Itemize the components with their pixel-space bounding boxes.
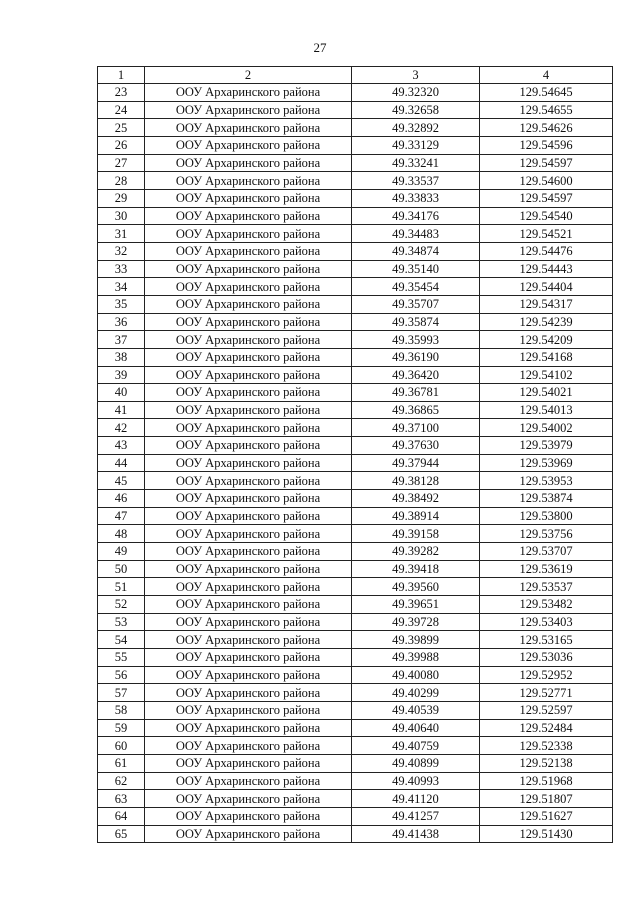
table-row: [98, 490, 613, 508]
latitude-cell: 49.39899: [352, 631, 480, 649]
latitude-cell: 49.35454: [352, 278, 480, 296]
table-row: [98, 754, 613, 772]
row-number-cell: 29: [98, 189, 145, 207]
row-number-cell: 44: [98, 454, 145, 472]
organization-cell: ООУ Архаринского района: [145, 401, 352, 419]
latitude-cell: 49.38914: [352, 507, 480, 525]
row-number-cell: 32: [98, 242, 145, 260]
latitude-cell: 49.41438: [352, 825, 480, 843]
organization-cell: ООУ Архаринского района: [145, 331, 352, 349]
longitude-cell: 129.54645: [480, 84, 613, 102]
longitude-cell: 129.54600: [480, 172, 613, 190]
latitude-cell: 49.32658: [352, 101, 480, 119]
longitude-cell: 129.54209: [480, 331, 613, 349]
longitude-cell: 129.52771: [480, 684, 613, 702]
header-col-2: 2: [145, 67, 352, 84]
row-number-cell: 48: [98, 525, 145, 543]
organization-cell: ООУ Архаринского района: [145, 560, 352, 578]
organization-cell: ООУ Архаринского района: [145, 101, 352, 119]
table-row: [98, 119, 613, 137]
row-number-cell: 42: [98, 419, 145, 437]
row-number-cell: 39: [98, 366, 145, 384]
longitude-cell: 129.53979: [480, 437, 613, 455]
organization-cell: ООУ Архаринского района: [145, 807, 352, 825]
longitude-cell: 129.53036: [480, 649, 613, 667]
row-number-cell: 37: [98, 331, 145, 349]
row-number-cell: 27: [98, 154, 145, 172]
row-number-cell: 65: [98, 825, 145, 843]
row-number-cell: 28: [98, 172, 145, 190]
latitude-cell: 49.33241: [352, 154, 480, 172]
organization-cell: ООУ Архаринского района: [145, 790, 352, 808]
organization-cell: ООУ Архаринского района: [145, 613, 352, 631]
row-number-cell: 40: [98, 384, 145, 402]
latitude-cell: 49.36190: [352, 348, 480, 366]
longitude-cell: 129.53619: [480, 560, 613, 578]
row-number-cell: 59: [98, 719, 145, 737]
latitude-cell: 49.33833: [352, 189, 480, 207]
latitude-cell: 49.40539: [352, 701, 480, 719]
row-number-cell: 26: [98, 136, 145, 154]
table-row: [98, 313, 613, 331]
longitude-cell: 129.52484: [480, 719, 613, 737]
longitude-cell: 129.54597: [480, 189, 613, 207]
organization-cell: ООУ Архаринского района: [145, 154, 352, 172]
table-row: [98, 401, 613, 419]
table-row: [98, 331, 613, 349]
row-number-cell: 61: [98, 754, 145, 772]
table-row: [98, 613, 613, 631]
organization-cell: ООУ Архаринского района: [145, 313, 352, 331]
latitude-cell: 49.39282: [352, 543, 480, 561]
table-row: [98, 366, 613, 384]
organization-cell: ООУ Архаринского района: [145, 525, 352, 543]
table-row: [98, 207, 613, 225]
row-number-cell: 51: [98, 578, 145, 596]
longitude-cell: 129.54597: [480, 154, 613, 172]
latitude-cell: 49.40899: [352, 754, 480, 772]
table-row: [98, 136, 613, 154]
longitude-cell: 129.53707: [480, 543, 613, 561]
row-number-cell: 56: [98, 666, 145, 684]
longitude-cell: 129.51430: [480, 825, 613, 843]
longitude-cell: 129.53482: [480, 596, 613, 614]
longitude-cell: 129.53953: [480, 472, 613, 490]
longitude-cell: 129.53165: [480, 631, 613, 649]
organization-cell: ООУ Архаринского района: [145, 454, 352, 472]
latitude-cell: 49.41257: [352, 807, 480, 825]
organization-cell: ООУ Архаринского района: [145, 172, 352, 190]
latitude-cell: 49.38128: [352, 472, 480, 490]
row-number-cell: 62: [98, 772, 145, 790]
organization-cell: ООУ Архаринского района: [145, 684, 352, 702]
table-row: [98, 543, 613, 561]
row-number-cell: 47: [98, 507, 145, 525]
table-body: [98, 84, 613, 843]
row-number-cell: 45: [98, 472, 145, 490]
latitude-cell: 49.35707: [352, 295, 480, 313]
table-row: [98, 525, 613, 543]
row-number-cell: 33: [98, 260, 145, 278]
organization-cell: ООУ Архаринского района: [145, 507, 352, 525]
table-row: [98, 384, 613, 402]
table-row: [98, 507, 613, 525]
longitude-cell: 129.54626: [480, 119, 613, 137]
table-row: [98, 260, 613, 278]
row-number-cell: 53: [98, 613, 145, 631]
organization-cell: ООУ Архаринского района: [145, 366, 352, 384]
table-row: [98, 701, 613, 719]
latitude-cell: 49.41120: [352, 790, 480, 808]
table-row: [98, 790, 613, 808]
latitude-cell: 49.39418: [352, 560, 480, 578]
latitude-cell: 49.39560: [352, 578, 480, 596]
table-row: [98, 154, 613, 172]
table-row: [98, 295, 613, 313]
header-col-1: 1: [98, 67, 145, 84]
longitude-cell: 129.53537: [480, 578, 613, 596]
latitude-cell: 49.39651: [352, 596, 480, 614]
table-row: [98, 825, 613, 843]
table-row: [98, 649, 613, 667]
table-row: [98, 772, 613, 790]
organization-cell: ООУ Архаринского района: [145, 754, 352, 772]
row-number-cell: 35: [98, 295, 145, 313]
organization-cell: ООУ Архаринского района: [145, 384, 352, 402]
table-row: [98, 737, 613, 755]
header-col-3: 3: [352, 67, 480, 84]
longitude-cell: 129.52338: [480, 737, 613, 755]
longitude-cell: 129.51807: [480, 790, 613, 808]
row-number-cell: 64: [98, 807, 145, 825]
row-number-cell: 55: [98, 649, 145, 667]
row-number-cell: 58: [98, 701, 145, 719]
latitude-cell: 49.35993: [352, 331, 480, 349]
row-number-cell: 41: [98, 401, 145, 419]
header-col-4: 4: [480, 67, 613, 84]
organization-cell: ООУ Архаринского района: [145, 419, 352, 437]
latitude-cell: 49.39158: [352, 525, 480, 543]
organization-cell: ООУ Архаринского района: [145, 666, 352, 684]
organization-cell: ООУ Архаринского района: [145, 84, 352, 102]
row-number-cell: 31: [98, 225, 145, 243]
organization-cell: ООУ Архаринского района: [145, 260, 352, 278]
latitude-cell: 49.40993: [352, 772, 480, 790]
latitude-cell: 49.40759: [352, 737, 480, 755]
table-row: [98, 189, 613, 207]
coordinates-table: [97, 66, 613, 843]
table-row: [98, 242, 613, 260]
table-row: [98, 348, 613, 366]
longitude-cell: 129.53969: [480, 454, 613, 472]
organization-cell: ООУ Архаринского района: [145, 825, 352, 843]
table-row: [98, 101, 613, 119]
latitude-cell: 49.39728: [352, 613, 480, 631]
longitude-cell: 129.52952: [480, 666, 613, 684]
latitude-cell: 49.32892: [352, 119, 480, 137]
organization-cell: ООУ Архаринского района: [145, 596, 352, 614]
latitude-cell: 49.37100: [352, 419, 480, 437]
organization-cell: ООУ Архаринского района: [145, 631, 352, 649]
longitude-cell: 129.54596: [480, 136, 613, 154]
latitude-cell: 49.39988: [352, 649, 480, 667]
organization-cell: ООУ Архаринского района: [145, 295, 352, 313]
organization-cell: ООУ Архаринского района: [145, 719, 352, 737]
table-row: [98, 596, 613, 614]
table-row: [98, 419, 613, 437]
row-number-cell: 50: [98, 560, 145, 578]
row-number-cell: 57: [98, 684, 145, 702]
table-row: [98, 225, 613, 243]
latitude-cell: 49.40080: [352, 666, 480, 684]
organization-cell: ООУ Архаринского района: [145, 119, 352, 137]
row-number-cell: 60: [98, 737, 145, 755]
organization-cell: ООУ Архаринского района: [145, 437, 352, 455]
longitude-cell: 129.51627: [480, 807, 613, 825]
latitude-cell: 49.40299: [352, 684, 480, 702]
longitude-cell: 129.54540: [480, 207, 613, 225]
longitude-cell: 129.54317: [480, 295, 613, 313]
organization-cell: ООУ Архаринского района: [145, 772, 352, 790]
table-row: [98, 278, 613, 296]
latitude-cell: 49.36781: [352, 384, 480, 402]
table-row: [98, 807, 613, 825]
longitude-cell: 129.54013: [480, 401, 613, 419]
longitude-cell: 129.54102: [480, 366, 613, 384]
organization-cell: ООУ Архаринского района: [145, 278, 352, 296]
row-number-cell: 25: [98, 119, 145, 137]
table-row: [98, 631, 613, 649]
organization-cell: ООУ Архаринского района: [145, 578, 352, 596]
table-row: [98, 666, 613, 684]
latitude-cell: 49.36865: [352, 401, 480, 419]
row-number-cell: 38: [98, 348, 145, 366]
organization-cell: ООУ Архаринского района: [145, 737, 352, 755]
organization-cell: ООУ Архаринского района: [145, 701, 352, 719]
organization-cell: ООУ Архаринского района: [145, 207, 352, 225]
organization-cell: ООУ Архаринского района: [145, 225, 352, 243]
latitude-cell: 49.40640: [352, 719, 480, 737]
latitude-cell: 49.38492: [352, 490, 480, 508]
latitude-cell: 49.34176: [352, 207, 480, 225]
longitude-cell: 129.54404: [480, 278, 613, 296]
row-number-cell: 49: [98, 543, 145, 561]
longitude-cell: 129.54002: [480, 419, 613, 437]
table-row: [98, 719, 613, 737]
longitude-cell: 129.53874: [480, 490, 613, 508]
table-row: [98, 560, 613, 578]
longitude-cell: 129.54476: [480, 242, 613, 260]
latitude-cell: 49.33129: [352, 136, 480, 154]
organization-cell: ООУ Архаринского района: [145, 472, 352, 490]
row-number-cell: 52: [98, 596, 145, 614]
longitude-cell: 129.53800: [480, 507, 613, 525]
latitude-cell: 49.37944: [352, 454, 480, 472]
latitude-cell: 49.35140: [352, 260, 480, 278]
longitude-cell: 129.54239: [480, 313, 613, 331]
organization-cell: ООУ Архаринского района: [145, 490, 352, 508]
row-number-cell: 46: [98, 490, 145, 508]
table-row: [98, 684, 613, 702]
table-row: [98, 84, 613, 102]
table-row: [98, 437, 613, 455]
longitude-cell: 129.52597: [480, 701, 613, 719]
row-number-cell: 30: [98, 207, 145, 225]
latitude-cell: 49.35874: [352, 313, 480, 331]
row-number-cell: 43: [98, 437, 145, 455]
table-row: [98, 172, 613, 190]
table-header-row: [98, 67, 613, 84]
row-number-cell: 54: [98, 631, 145, 649]
row-number-cell: 23: [98, 84, 145, 102]
table-row: [98, 454, 613, 472]
row-number-cell: 63: [98, 790, 145, 808]
latitude-cell: 49.34874: [352, 242, 480, 260]
organization-cell: ООУ Архаринского района: [145, 543, 352, 561]
table-row: [98, 472, 613, 490]
longitude-cell: 129.54021: [480, 384, 613, 402]
organization-cell: ООУ Архаринского района: [145, 348, 352, 366]
latitude-cell: 49.32320: [352, 84, 480, 102]
longitude-cell: 129.54168: [480, 348, 613, 366]
organization-cell: ООУ Архаринского района: [145, 242, 352, 260]
row-number-cell: 36: [98, 313, 145, 331]
latitude-cell: 49.34483: [352, 225, 480, 243]
longitude-cell: 129.54443: [480, 260, 613, 278]
organization-cell: ООУ Архаринского района: [145, 189, 352, 207]
latitude-cell: 49.37630: [352, 437, 480, 455]
longitude-cell: 129.53403: [480, 613, 613, 631]
longitude-cell: 129.54521: [480, 225, 613, 243]
table-row: [98, 578, 613, 596]
page-number: 27: [313, 40, 327, 55]
longitude-cell: 129.53756: [480, 525, 613, 543]
latitude-cell: 49.33537: [352, 172, 480, 190]
longitude-cell: 129.52138: [480, 754, 613, 772]
longitude-cell: 129.51968: [480, 772, 613, 790]
longitude-cell: 129.54655: [480, 101, 613, 119]
organization-cell: ООУ Архаринского района: [145, 649, 352, 667]
row-number-cell: 34: [98, 278, 145, 296]
organization-cell: ООУ Архаринского района: [145, 136, 352, 154]
latitude-cell: 49.36420: [352, 366, 480, 384]
row-number-cell: 24: [98, 101, 145, 119]
